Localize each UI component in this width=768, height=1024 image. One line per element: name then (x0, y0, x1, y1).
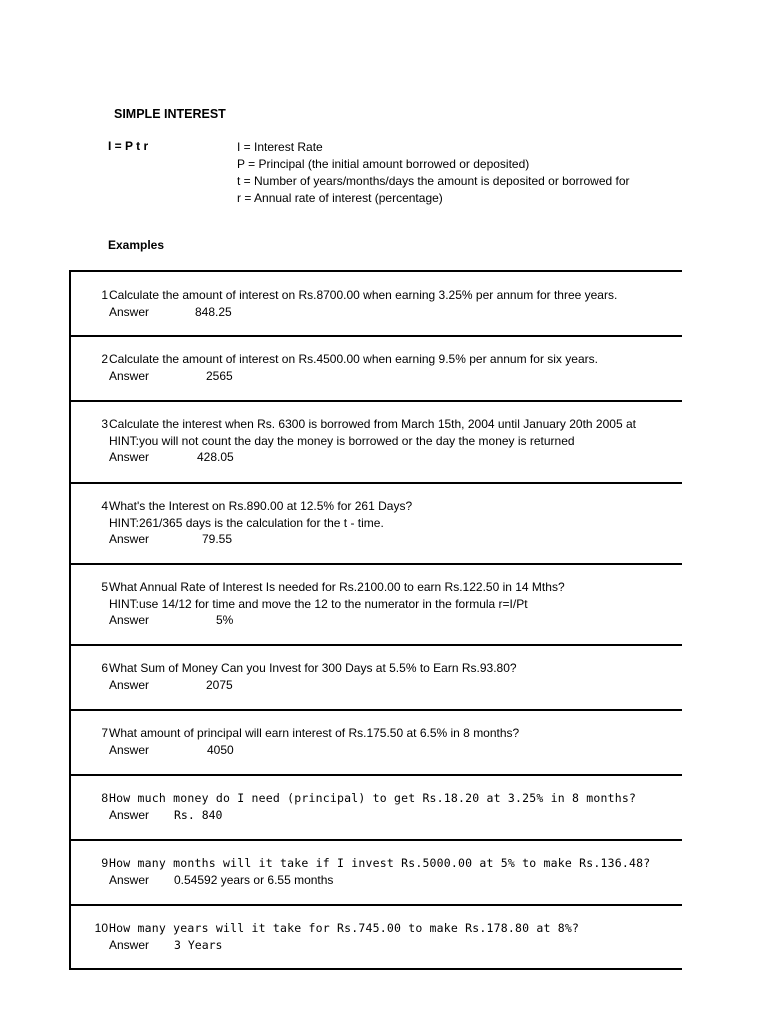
legend-line: P = Principal (the initial amount borrowed or deposited) (237, 157, 530, 171)
example-row (71, 270, 682, 335)
answer-value: 5% (216, 613, 234, 627)
example-row (71, 563, 682, 644)
answer-label: Answer (109, 450, 150, 464)
answer-label: Answer (109, 873, 150, 887)
example-number: 7 (101, 726, 108, 740)
example-row (71, 335, 682, 400)
answer-label: Answer (109, 613, 150, 627)
example-question: How many months will it take if I invest Rs.5000.00 at 5% to make Rs.136.48? (109, 856, 651, 870)
example-question: What amount of principal will earn interest of Rs.175.50 at 6.5% in 8 months? (109, 726, 520, 740)
example-question: What Annual Rate of Interest Is needed for Rs.2100.00 to earn Rs.122.50 in 14 Mths? (109, 580, 565, 594)
example-row (71, 839, 682, 904)
example-question: How much money do I need (principal) to get Rs.18.20 at 3.25% in 8 months? (109, 791, 637, 805)
answer-value: Rs. 840 (174, 808, 223, 822)
answer-label: Answer (109, 369, 150, 383)
example-hint: HINT:use 14/12 for time and move the 12 to the numerator in the formula r=I/Pt (109, 597, 528, 611)
example-row (71, 644, 682, 709)
answer-label: Answer (109, 743, 150, 757)
answer-label: Answer (109, 678, 150, 692)
example-number: 1 (101, 288, 108, 302)
example-row (71, 400, 682, 482)
answer-value: 428.05 (197, 450, 234, 464)
answer-value: 79.55 (202, 532, 233, 546)
example-row (71, 904, 682, 970)
example-number: 8 (101, 791, 108, 805)
examples-table (69, 270, 682, 970)
example-question: What's the Interest on Rs.890.00 at 12.5% for 261 Days? (109, 499, 413, 513)
answer-label: Answer (109, 532, 150, 546)
formula-legend (237, 139, 630, 207)
answer-value: 2075 (206, 678, 233, 692)
answer-label: Answer (109, 808, 150, 822)
example-question: How many years will it take for Rs.745.00 to make Rs.178.80 at 8%? (109, 921, 580, 935)
answer-label: Answer (109, 938, 150, 952)
answer-label: Answer (109, 305, 150, 319)
example-hint: HINT:261/365 days is the calculation for the t - time. (109, 516, 384, 530)
answer-value: 848.25 (195, 305, 232, 319)
page-title: SIMPLE INTEREST (114, 107, 226, 121)
example-number: 10 (94, 921, 108, 935)
legend-line: r = Annual rate of interest (percentage) (237, 191, 443, 205)
example-number: 3 (101, 417, 108, 431)
examples-heading: Examples (108, 238, 165, 252)
example-number: 2 (101, 352, 108, 366)
answer-value: 4050 (207, 743, 234, 757)
example-question: What Sum of Money Can you Invest for 300 Days at 5.5% to Earn Rs.93.80? (109, 661, 517, 675)
legend-line: t = Number of years/months/days the amount is deposited or borrowed for (237, 174, 630, 188)
answer-value: 2565 (206, 369, 233, 383)
example-question: Calculate the interest when Rs. 6300 is borrowed from March 15th, 2004 until January 20th 2005 at (109, 417, 636, 431)
example-number: 6 (101, 661, 108, 675)
example-hint: HINT:you will not count the day the money is borrowed or the day the money is returned (109, 434, 575, 448)
example-number: 5 (101, 580, 108, 594)
example-row (71, 482, 682, 563)
example-row (71, 774, 682, 839)
example-number: 4 (101, 499, 108, 513)
example-question: Calculate the amount of interest on Rs.8700.00 when earning 3.25% per annum for three years. (109, 288, 618, 302)
answer-value: 0.54592 years or 6.55 months (174, 873, 334, 887)
example-row (71, 709, 682, 774)
answer-value: 3 Years (174, 938, 223, 952)
formula: I = P t r (108, 139, 149, 153)
example-question: Calculate the amount of interest on Rs.4500.00 when earning 9.5% per annum for six years. (109, 352, 598, 366)
legend-line: I = Interest Rate (237, 140, 323, 154)
example-number: 9 (101, 856, 108, 870)
